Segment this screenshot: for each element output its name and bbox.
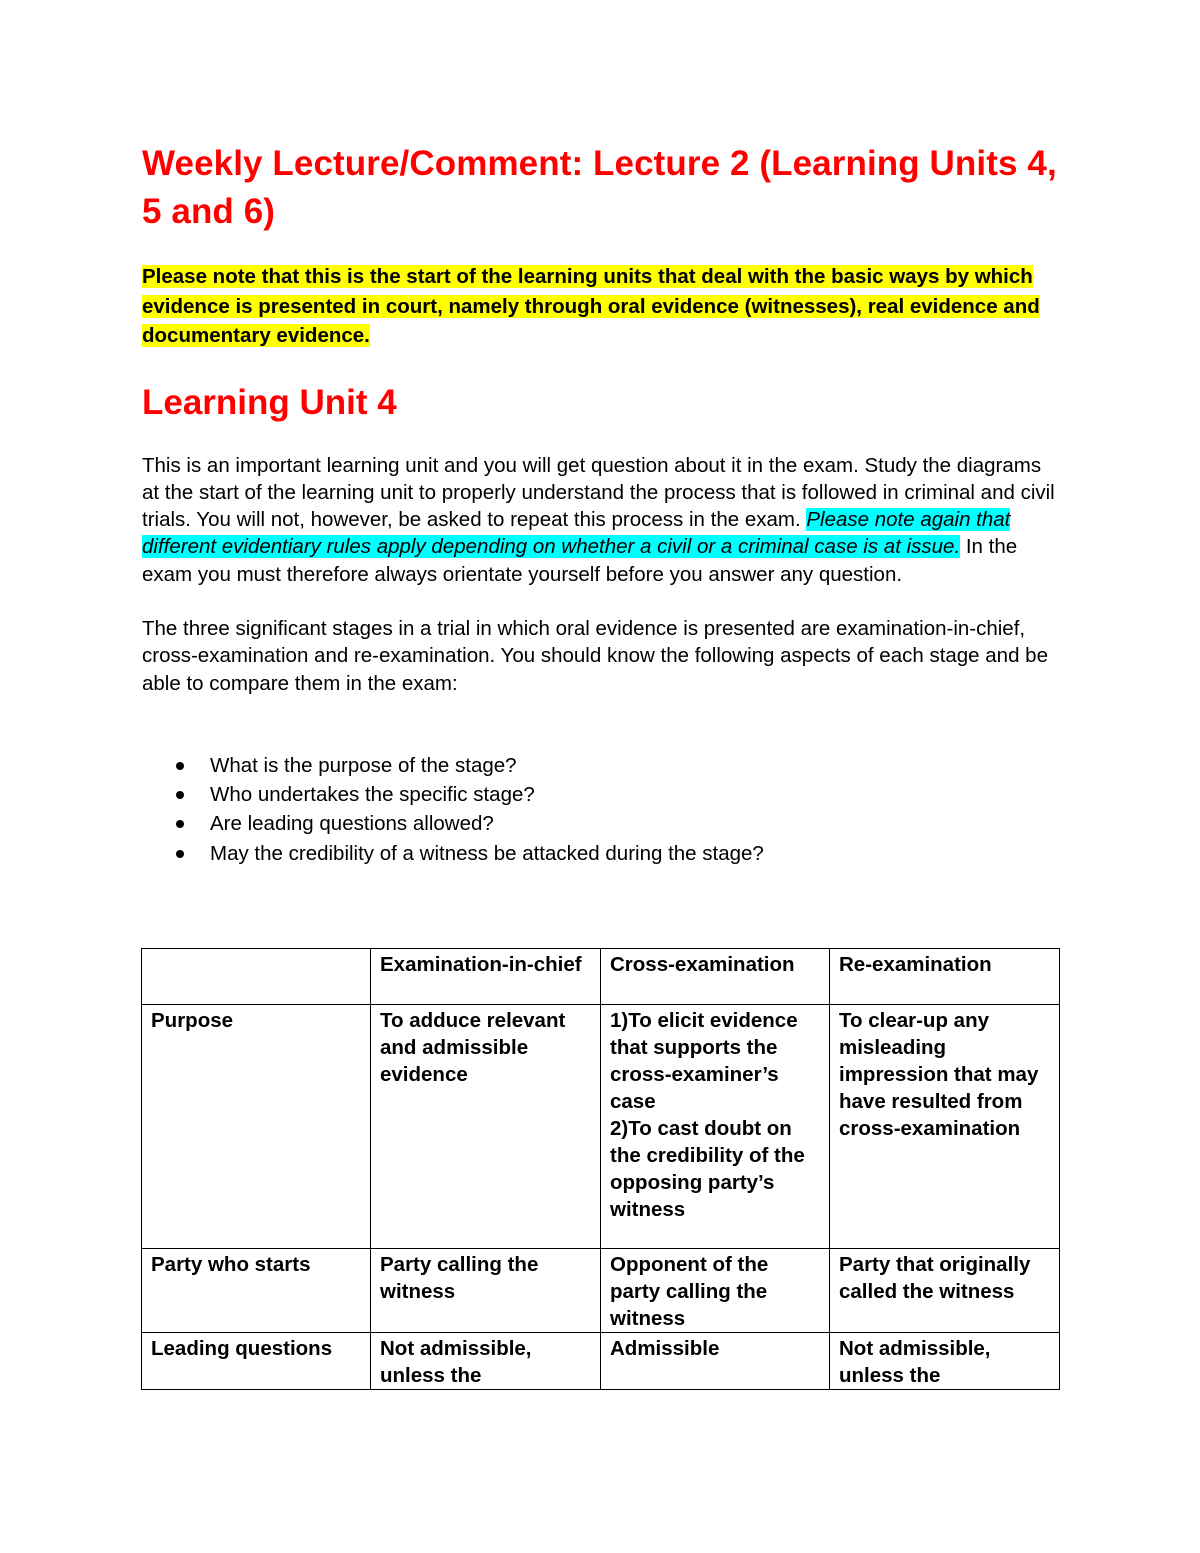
bullet-text: Who undertakes the specific stage? bbox=[210, 783, 535, 807]
table-row-label: Purpose bbox=[142, 1005, 371, 1249]
bullet-item bbox=[142, 751, 1062, 780]
bullet-item bbox=[142, 809, 1062, 838]
document-page bbox=[142, 140, 1062, 868]
bullet-icon bbox=[176, 791, 184, 799]
table-cell: To clear-up any misleading impression that may have resulted from cross-examination bbox=[830, 1005, 1060, 1249]
table-cell: Not admissible, unless the bbox=[371, 1333, 601, 1390]
bullet-list bbox=[142, 751, 1062, 868]
bullet-item bbox=[142, 780, 1062, 809]
table-cell: Admissible bbox=[601, 1333, 830, 1390]
table-cell: Opponent of the party calling the witness bbox=[601, 1249, 830, 1333]
paragraph-1-highlight: Please note again that different evidentiary rules apply depending on whether a civil or a criminal case is at issue. bbox=[142, 508, 1011, 559]
bullet-item bbox=[142, 839, 1062, 868]
table-row-label: Leading questions bbox=[142, 1333, 371, 1390]
table-cell: To adduce relevant and admissible evidence bbox=[371, 1005, 601, 1249]
table-row bbox=[142, 1333, 1060, 1390]
table-cell: 1)To elicit evidence that supports the cross-examiner’s case 2)To cast doubt on the credibility of the opposing party’s witness bbox=[601, 1005, 830, 1249]
paragraph-1 bbox=[142, 452, 1062, 588]
bullet-icon bbox=[176, 762, 184, 770]
stages-comparison-table bbox=[141, 948, 1060, 1390]
table-cell: Party calling the witness bbox=[371, 1249, 601, 1333]
bullet-text: Are leading questions allowed? bbox=[210, 812, 494, 836]
table-header-cell: Re-examination bbox=[830, 949, 1060, 1005]
bullet-text: May the credibility of a witness be attacked during the stage? bbox=[210, 841, 764, 865]
bullet-icon bbox=[176, 820, 184, 828]
paragraph-1-part-1: This is an important learning unit and you will get question about it in the exam. Study the diagrams at the start of the learning unit to properly understand the process that is followed in criminal and civil trials. You will not, however, be asked to repeat this process in the exam. bbox=[142, 453, 1055, 532]
learning-unit-heading: Learning Unit 4 bbox=[142, 382, 397, 422]
table-row bbox=[142, 1005, 1060, 1249]
bullet-text: What is the purpose of the stage? bbox=[210, 753, 517, 777]
table-header-row bbox=[142, 949, 1060, 1005]
table-header-cell: Cross-examination bbox=[601, 949, 830, 1005]
table-header-cell: Examination-in-chief bbox=[371, 949, 601, 1005]
table-row-label: Party who starts bbox=[142, 1249, 371, 1333]
intro-note-highlight: Please note that this is the start of the learning units that deal with the basic ways by which evidence is presented in court, namely through oral evidence (witnesses), real evidence and documentary evidence. bbox=[142, 265, 1040, 347]
table-cell: Party that originally called the witness bbox=[830, 1249, 1060, 1333]
intro-note bbox=[142, 262, 1062, 351]
paragraph-2: The three significant stages in a trial in which oral evidence is presented are examination-in-chief, cross-examination and re-examination. You should know the following aspects of each stage and be able to compare them in the exam: bbox=[142, 616, 1048, 695]
table-cell: Not admissible, unless the bbox=[830, 1333, 1060, 1390]
paragraph-1-part-2: In the exam you must therefore always orientate yourself before you answer any question. bbox=[142, 535, 1018, 586]
table-row bbox=[142, 1249, 1060, 1333]
bullet-icon bbox=[176, 850, 184, 858]
table-header-cell bbox=[142, 949, 371, 1005]
document-title: Weekly Lecture/Comment: Lecture 2 (Learning Units 4, 5 and 6) bbox=[142, 144, 1057, 231]
